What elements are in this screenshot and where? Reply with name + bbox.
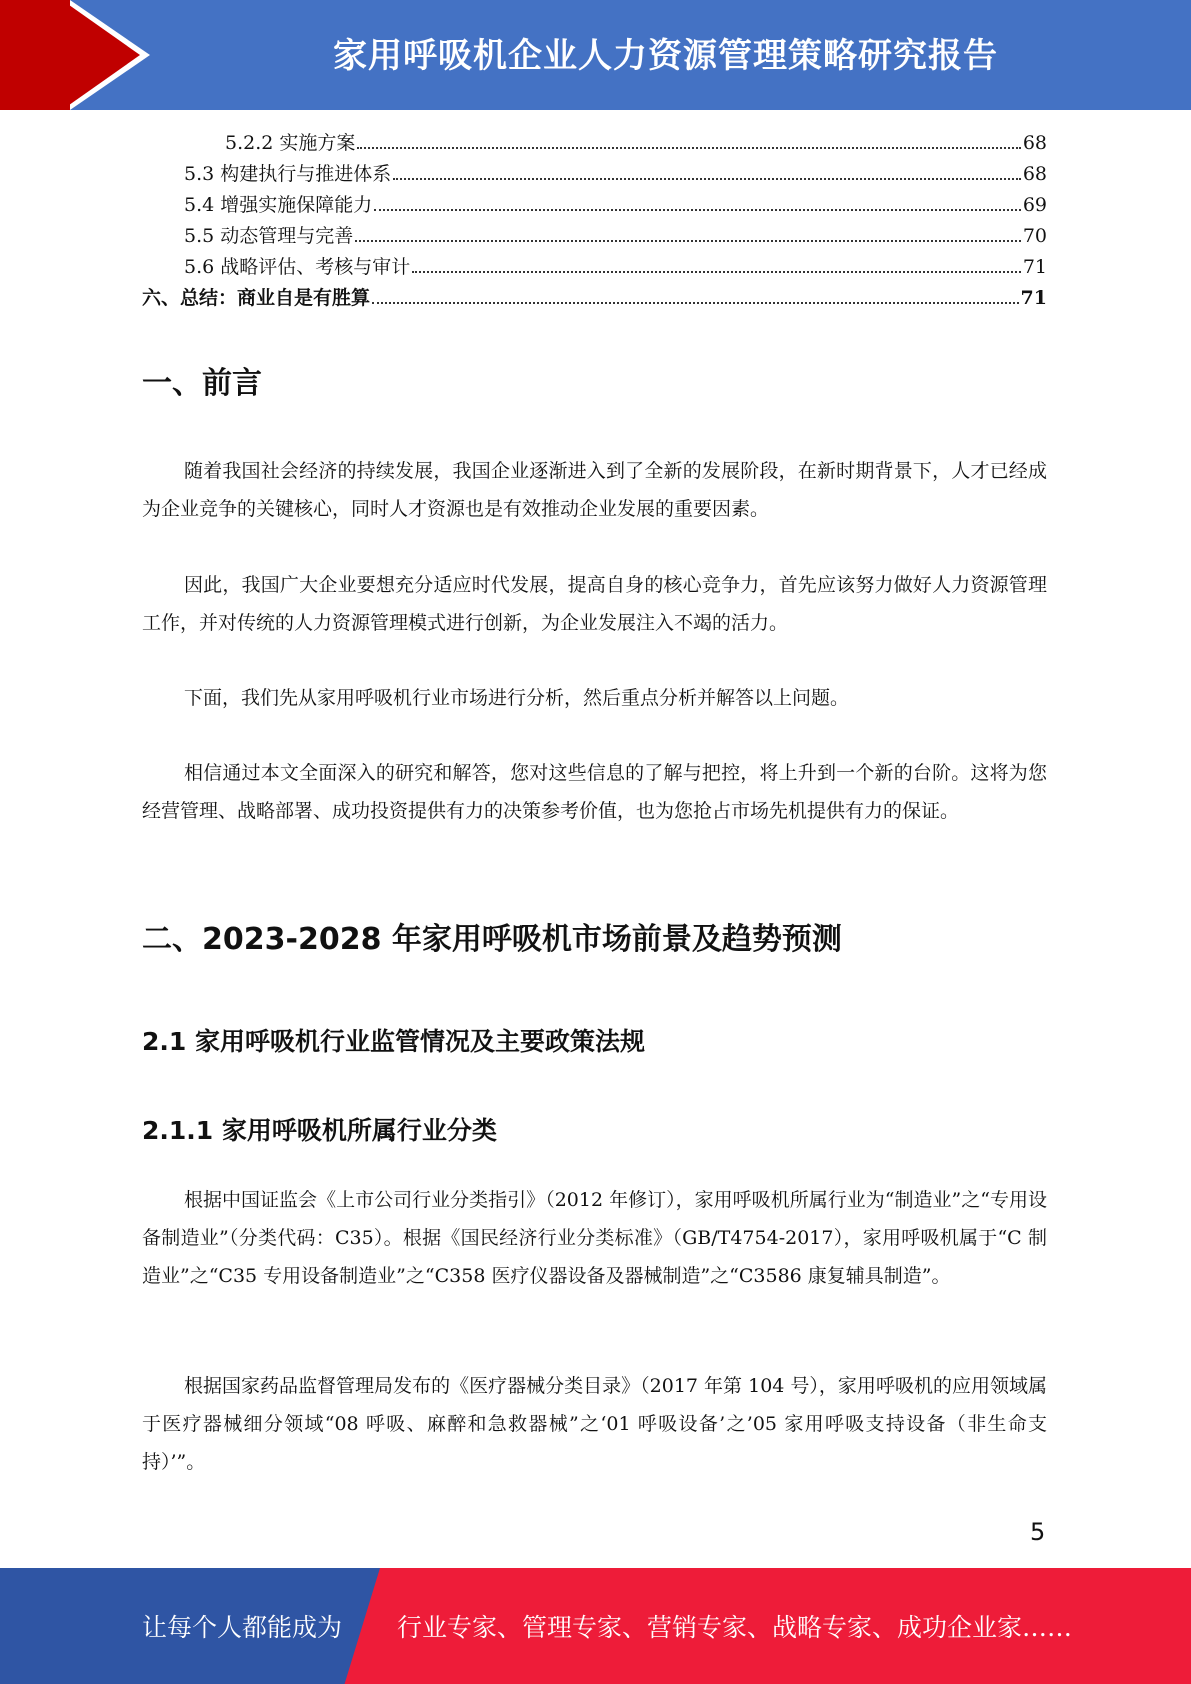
toc-leader xyxy=(393,164,1021,180)
toc-label: 5.3 构建执行与推进体系 xyxy=(184,163,392,185)
page-footer xyxy=(0,1568,1191,1684)
toc-page: 71 xyxy=(1020,287,1047,309)
page-number: 5 xyxy=(1030,1518,1046,1546)
toc-label: 5.5 动态管理与完善 xyxy=(184,225,354,247)
toc-page: 70 xyxy=(1022,225,1047,247)
toc-entry[interactable] xyxy=(142,190,1047,221)
toc-label: 5.4 增强实施保障能力 xyxy=(184,194,373,216)
paragraph: 随着我国社会经济的持续发展，我国企业逐渐进入到了全新的发展阶段，在新时期背景下，人才已经成为企业竞争的关键核心，同时人才资源也是有效推动企业发展的重要因素。 xyxy=(142,460,1047,520)
toc-leader xyxy=(355,226,1021,242)
toc-label: 六、总结：商业自是有胜算 xyxy=(142,287,371,309)
page-header xyxy=(0,0,1191,110)
toc-entry[interactable] xyxy=(142,128,1047,159)
toc-leader xyxy=(412,257,1021,273)
footer-slogan-left: 让每个人都能成为 xyxy=(142,1613,343,1642)
header-title: 家用呼吸机企业人力资源管理策略研究报告 xyxy=(333,36,998,76)
paragraph: 下面，我们先从家用呼吸机行业市场进行分析，然后重点分析并解答以上问题。 xyxy=(184,687,850,709)
toc-page: 71 xyxy=(1022,256,1047,278)
toc-page: 68 xyxy=(1022,163,1047,185)
paragraph: 根据国家药品监督管理局发布的《医疗器械分类目录》（2017 年第 104 号），家用呼吸机的应用领域属于医疗器械细分领域“08 呼吸、麻醉和急救器械”之‘01 呼吸设备’之’05 家用呼吸支持设备（非生命支持）’”。 xyxy=(142,1375,1047,1473)
toc-label: 5.2.2 实施方案 xyxy=(225,132,356,154)
toc-entry[interactable] xyxy=(142,221,1047,252)
toc-page: 68 xyxy=(1022,132,1047,154)
table-of-contents xyxy=(142,128,1047,314)
toc-label: 5.6 战略评估、考核与审计 xyxy=(184,256,411,278)
section-2-1-1-heading: 2.1.1 家用呼吸机所属行业分类 xyxy=(142,1116,497,1145)
footer-slogan-right: 行业专家、管理专家、营销专家、战略专家、成功企业家…… xyxy=(397,1613,1073,1642)
toc-leader xyxy=(357,133,1020,149)
toc-entry[interactable] xyxy=(142,252,1047,283)
toc-page: 69 xyxy=(1022,194,1047,216)
market-heading: 二、2023-2028 年家用呼吸机市场前景及趋势预测 xyxy=(142,922,842,957)
toc-leader xyxy=(372,288,1019,304)
paragraph: 因此，我国广大企业要想充分适应时代发展，提高自身的核心竞争力，首先应该努力做好人力资源管理工作，并对传统的人力资源管理模式进行创新，为企业发展注入不竭的活力。 xyxy=(142,574,1047,634)
header-red-block xyxy=(0,0,70,110)
toc-entry[interactable] xyxy=(142,159,1047,190)
toc-leader xyxy=(374,195,1021,211)
header-chevron-red xyxy=(62,0,140,110)
paragraph: 根据中国证监会《上市公司行业分类指引》（2012 年修订），家用呼吸机所属行业为“制造业”之“专用设备制造业”（分类代码：C35）。根据《国民经济行业分类标准》（GB/T4754-2017），家用呼吸机属于“C 制造业”之“C35 专用设备制造业”之“C358 医疗仪器设备及器械制造”之“C3586 康复辅具制造”。 xyxy=(142,1189,1047,1287)
preface-heading: 一、前言 xyxy=(142,366,262,401)
section-2-1-heading: 2.1 家用呼吸机行业监管情况及主要政策法规 xyxy=(142,1027,645,1056)
paragraph: 相信通过本文全面深入的研究和解答，您对这些信息的了解与把控，将上升到一个新的台阶。这将为您经营管理、战略部署、成功投资提供有力的决策参考价值，也为您抢占市场先机提供有力的保证。 xyxy=(142,762,1047,822)
toc-entry[interactable] xyxy=(142,283,1047,314)
